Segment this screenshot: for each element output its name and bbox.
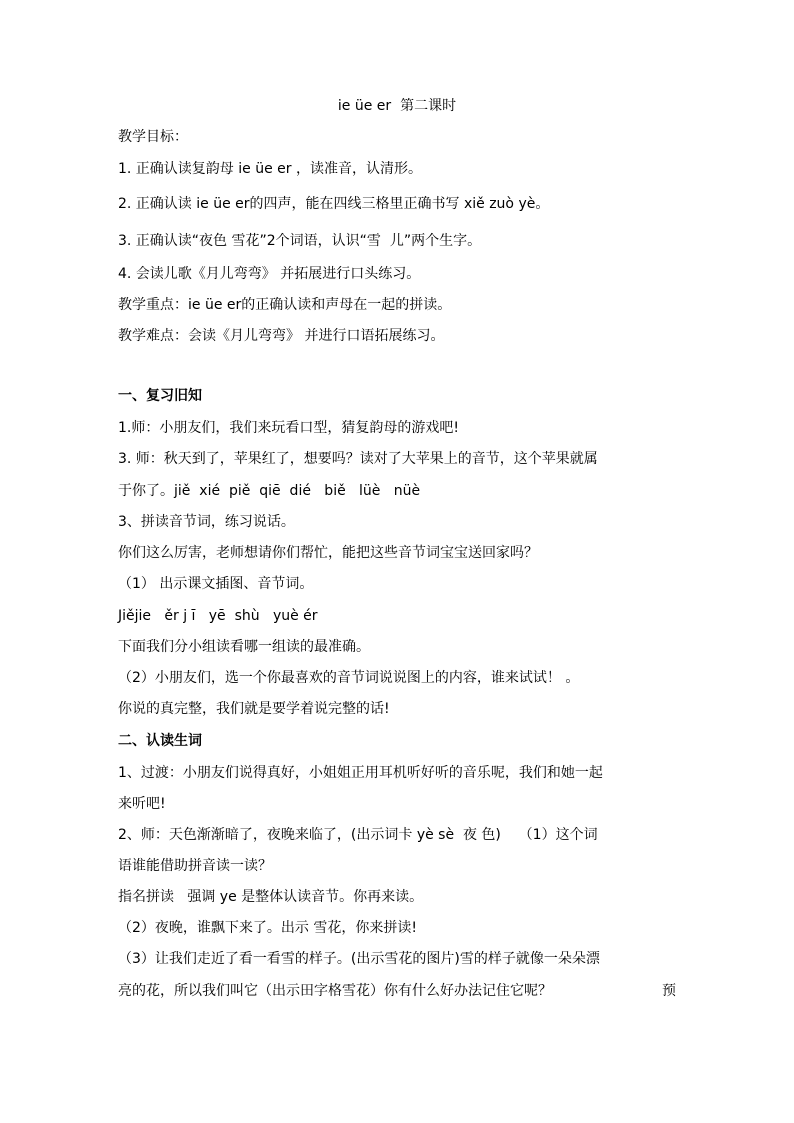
section2-last-line-right: 预: [662, 983, 676, 999]
objectives-heading: 教学目标：: [118, 129, 188, 145]
section1-line: 于你了。jiě xié piě qiē dié biě lüè nüè: [118, 483, 421, 499]
section2-last-line: [118, 981, 676, 1001]
section2-line: 1、过渡：小朋友们说得真好，小姐姐正用耳机听好听的音乐呢，我们和她一起: [118, 765, 603, 781]
section1-line: 1.师：小朋友们，我们来玩看口型，猜复韵母的游戏吧!: [118, 420, 459, 436]
section2-last-line-left: 亮的花，所以我们叫它（出示田字格雪花）你有什么好办法记住它呢？: [118, 983, 552, 999]
lesson-title: ie üe er 第二课时: [337, 98, 457, 114]
section2-line: （3）让我们走近了看一看雪的样子。(出示雪花的图片)雪的样子就像一朵朵漂: [118, 951, 600, 967]
key-point: 教学重点：ie üe er的正确认读和声母在一起的拼读。: [118, 297, 452, 313]
section1-heading: 一、复习旧知: [118, 388, 202, 404]
objective-1: 1. 正确认读复韵母 ie üe er ，读准音，认清形。: [118, 161, 422, 177]
section1-line: 你说的真完整，我们就是要学着说完整的话!: [118, 701, 390, 717]
objective-4: 4. 会读儿歌《月儿弯弯》 并拓展进行口头练习。: [118, 266, 421, 282]
section1-line: 你们这么厉害，老师想请你们帮忙，能把这些音节词宝宝送回家吗？: [118, 545, 538, 561]
section2-line: （2）夜晚，谁飘下来了。出示 雪花，你来拼读!: [118, 920, 417, 936]
section1-line: （1） 出示课文插图、音节词。: [118, 576, 314, 592]
section2-heading: 二、认读生词: [118, 733, 202, 749]
section1-line: （2）小朋友们，选一个你最喜欢的音节词说说图上的内容，谁来试试！ 。: [118, 670, 580, 686]
section1-line: 下面我们分小组读看哪一组读的最准确。: [118, 639, 370, 655]
section2-line: 语谁能借助拼音读一读？: [118, 858, 272, 874]
objective-3: 3. 正确认读“夜色 雪花”2个词语，认识“雪 儿”两个生字。: [118, 233, 482, 249]
section2-line: 2、师：天色渐渐暗了，夜晚来临了，(出示词卡 yè sè 夜 色) （1）这个词: [118, 827, 598, 843]
objective-2: 2. 正确认读 ie üe er的四声，能在四线三格里正确书写 xiě zuò yè。: [118, 196, 550, 212]
section2-line: 来听吧!: [118, 796, 166, 812]
section1-line: Jiějie ěr j ī yē shù yuè ér: [118, 608, 318, 624]
difficulty: 教学难点：会读《月儿弯弯》 并进行口语拓展练习。: [118, 328, 445, 344]
section1-line: 3. 师：秋天到了，苹果红了，想要吗？读对了大苹果上的音节，这个苹果就属: [118, 451, 598, 467]
section2-line: 指名拼读 强调 ye 是整体认读音节。你再来读。: [118, 889, 424, 905]
section1-line: 3、拼读音节词，练习说话。: [118, 514, 295, 530]
